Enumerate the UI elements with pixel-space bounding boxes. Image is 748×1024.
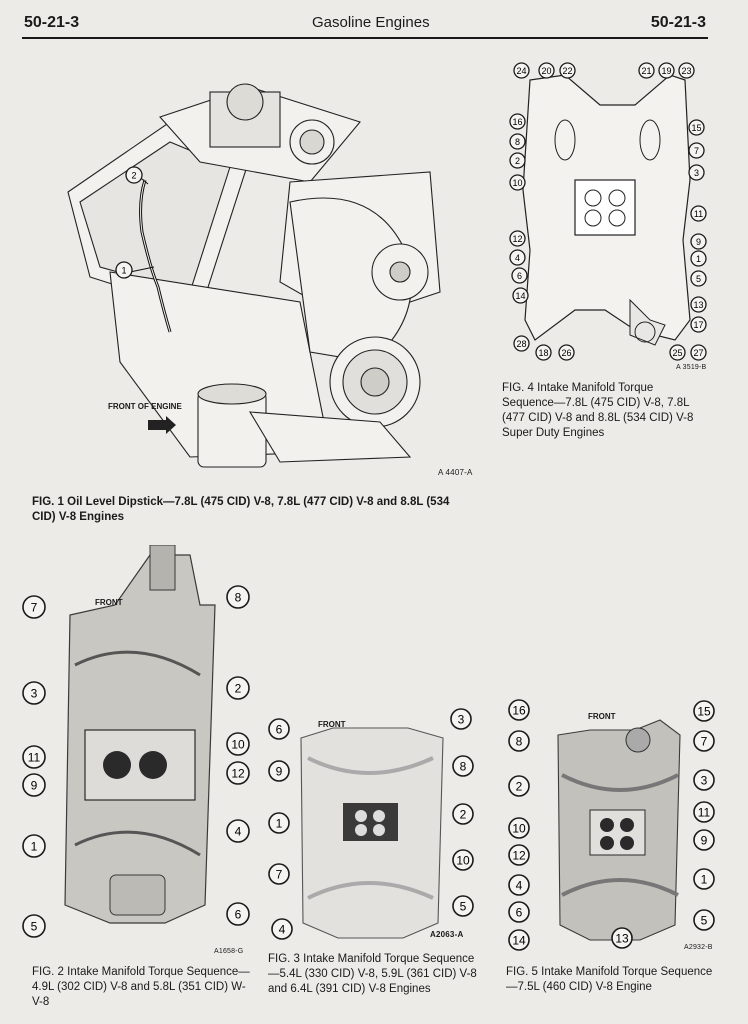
fig5-callout [610,926,634,950]
svg-text:10: 10 [512,821,526,836]
svg-text:4: 4 [234,824,242,839]
fig2-callout [21,680,47,706]
svg-text:7: 7 [693,145,699,156]
fig5-callout [507,900,531,924]
fig2-callout [21,594,47,620]
svg-text:24: 24 [515,65,527,76]
fig5-caption-text: Intake Manifold Torque Sequence—7.5L (460 CID) V-8 Engine [506,966,713,993]
svg-text:28: 28 [515,338,527,349]
svg-text:8: 8 [459,759,467,774]
fig2-callout [225,901,251,927]
fig4-callout [687,118,706,137]
svg-text:2: 2 [131,170,137,181]
svg-text:3: 3 [30,686,38,701]
svg-text:7: 7 [275,867,283,882]
fig2-callout [21,772,47,798]
svg-text:2: 2 [515,779,523,794]
svg-text:8: 8 [515,734,523,749]
fig4-caption-number: FIG. 4 [502,382,534,394]
fig5-callout [692,908,716,932]
svg-text:2: 2 [514,155,520,166]
svg-text:1: 1 [30,839,38,854]
fig1-code: A 4407-A [438,468,473,477]
fig3-code: A2063-A [430,930,464,939]
svg-text:21: 21 [640,65,652,76]
svg-text:10: 10 [231,737,245,752]
fig4-callout [508,112,527,131]
fig4-callout [689,269,708,288]
fig4-callout [677,61,696,80]
fig2-manifold-photo [55,545,220,935]
fig4-callout [511,286,530,305]
fig5-callout [507,698,531,722]
svg-text:20: 20 [540,65,552,76]
fig5-manifold-photo [550,715,685,945]
svg-text:7: 7 [700,734,708,749]
fig3-callout [451,754,475,778]
fig2-callout [21,833,47,859]
fig1-caption [32,495,472,525]
svg-text:22: 22 [561,65,573,76]
svg-text:1: 1 [700,872,708,887]
svg-text:12: 12 [511,233,523,244]
fig2-callout [225,818,251,844]
fig2-caption [32,965,250,1010]
svg-text:12: 12 [231,766,245,781]
svg-text:9: 9 [700,833,708,848]
fig2-callout [225,731,251,757]
fig4-callout [537,61,556,80]
svg-text:1: 1 [695,253,701,264]
fig3-callout [267,759,291,783]
fig4-callout [508,229,527,248]
page-number-left: 50-21-3 [24,14,80,31]
svg-text:1: 1 [275,816,283,831]
svg-text:14: 14 [512,933,526,948]
svg-text:1: 1 [121,265,127,276]
fig4-callout [657,61,676,80]
fig4-callout [508,248,527,267]
fig5-callout [507,774,531,798]
fig5-front-label: FRONT [588,712,616,721]
fig3-callout [267,717,291,741]
svg-text:4: 4 [514,252,520,263]
svg-text:3: 3 [457,712,465,727]
svg-text:11: 11 [693,208,703,219]
svg-text:15: 15 [697,704,711,719]
fig1-front-label: FRONT OF ENGINE [108,402,182,411]
fig3-callout [451,894,475,918]
page-title: Gasoline Engines [312,14,430,31]
fig4-caption-text: Intake Manifold Torque Sequence—7.8L (475 CID) V-8, 7.8L (477 CID) V-8 and 8.8L (534 CID) V-8 Super Duty Engines [502,382,694,439]
fig4-callout [508,151,527,170]
fig4-callout [512,334,531,353]
fig3-caption [268,952,478,997]
fig2-code: A1658-G [214,948,244,955]
fig3-caption-text: Intake Manifold Torque Sequence—5.4L (330 CID) V-8, 5.9L (361 CID) V-8 and 6.4L (391 CID) V-8 Engines [268,953,477,995]
svg-text:12: 12 [512,848,526,863]
fig5-callout [692,699,716,723]
fig5-callout [692,729,716,753]
svg-text:10: 10 [511,177,523,188]
fig4-callout [687,163,706,182]
svg-text:6: 6 [275,722,283,737]
svg-text:2: 2 [459,807,467,822]
fig1-caption-text: Oil Level Dipstick—7.8L (475 CID) V-8, 7.8L (477 CID) V-8 and 8.8L (534 CID) V-8 Engines [32,496,450,523]
svg-text:6: 6 [515,905,523,920]
fig5-caption-number: FIG. 5 [506,966,538,978]
fig4-callout [668,343,687,362]
fig3-callout [267,811,291,835]
fig3-callout [449,707,473,731]
fig2-callout [225,675,251,701]
fig2-callout [21,744,47,770]
header-rule [22,37,708,39]
fig1-engine-illustration [50,62,460,482]
svg-text:23: 23 [680,65,692,76]
fig3-caption-number: FIG. 3 [268,953,300,965]
fig5-caption [506,965,716,995]
svg-text:8: 8 [234,590,242,605]
svg-text:2: 2 [234,681,242,696]
fig2-callout [225,584,251,610]
svg-text:11: 11 [27,750,41,765]
fig1-caption-number: FIG. 1 [32,496,64,508]
fig3-manifold-photo [293,718,448,943]
svg-text:7: 7 [30,600,38,615]
fig4-callout [557,343,576,362]
fig5-code: A2932-B [684,944,713,951]
fig4-callout [534,343,553,362]
svg-text:5: 5 [700,913,708,928]
fig4-callout [508,173,527,192]
svg-text:11: 11 [697,805,711,820]
fig2-caption-text: Intake Manifold Torque Sequence—4.9L (302 CID) V-8 and 5.8L (351 CID) W-V-8 [32,966,250,1008]
fig5-callout [692,800,716,824]
fig5-callout [692,768,716,792]
fig5-callout [507,873,531,897]
svg-text:15: 15 [690,122,702,133]
fig4-code: A 3519-B [676,364,707,371]
fig4-callout [689,249,708,268]
svg-text:4: 4 [515,878,523,893]
fig1-callout-2 [124,165,144,185]
fig4-caption [502,381,702,441]
fig4-callout [689,295,708,314]
svg-text:18: 18 [537,347,549,358]
fig4-callout [687,141,706,160]
svg-text:8: 8 [514,136,520,147]
fig4-callout [558,61,577,80]
svg-text:3: 3 [693,167,699,178]
fig4-callout [510,266,529,285]
fig1-callout-1 [114,260,134,280]
fig2-callout [21,913,47,939]
fig5-callout [507,816,531,840]
fig4-callout [689,204,708,223]
fig4-callout [512,61,531,80]
svg-text:27: 27 [692,347,704,358]
fig5-callout [692,867,716,891]
fig2-callout [225,760,251,786]
fig2-front-label: FRONT [95,598,123,607]
svg-text:10: 10 [456,853,470,868]
fig4-callout [637,61,656,80]
svg-text:9: 9 [695,236,701,247]
svg-text:13: 13 [615,931,629,946]
svg-text:5: 5 [695,273,701,284]
fig4-manifold-drawing [505,60,710,360]
fig5-callout [692,828,716,852]
svg-text:6: 6 [516,270,522,281]
svg-text:4: 4 [278,922,286,937]
svg-text:14: 14 [514,290,526,301]
fig3-front-label: FRONT [318,720,346,729]
fig3-callout [267,862,291,886]
svg-text:26: 26 [560,347,572,358]
svg-text:9: 9 [275,764,283,779]
fig5-callout [507,843,531,867]
fig5-callout [507,729,531,753]
svg-text:6: 6 [234,907,242,922]
svg-text:25: 25 [671,347,683,358]
fig5-callout [507,928,531,952]
fig3-callout [451,802,475,826]
svg-text:5: 5 [30,919,38,934]
svg-text:9: 9 [30,778,38,793]
fig3-callout [270,917,294,941]
fig3-callout [451,848,475,872]
svg-text:5: 5 [459,899,467,914]
svg-text:19: 19 [660,65,672,76]
fig4-callout [508,132,527,151]
page-number-right: 50-21-3 [650,14,706,31]
svg-text:17: 17 [692,319,704,330]
fig2-caption-number: FIG. 2 [32,966,64,978]
fig4-callout [689,315,708,334]
svg-text:16: 16 [512,703,526,718]
fig4-callout [689,343,708,362]
svg-text:13: 13 [692,299,704,310]
svg-text:16: 16 [511,116,523,127]
svg-text:3: 3 [700,773,708,788]
